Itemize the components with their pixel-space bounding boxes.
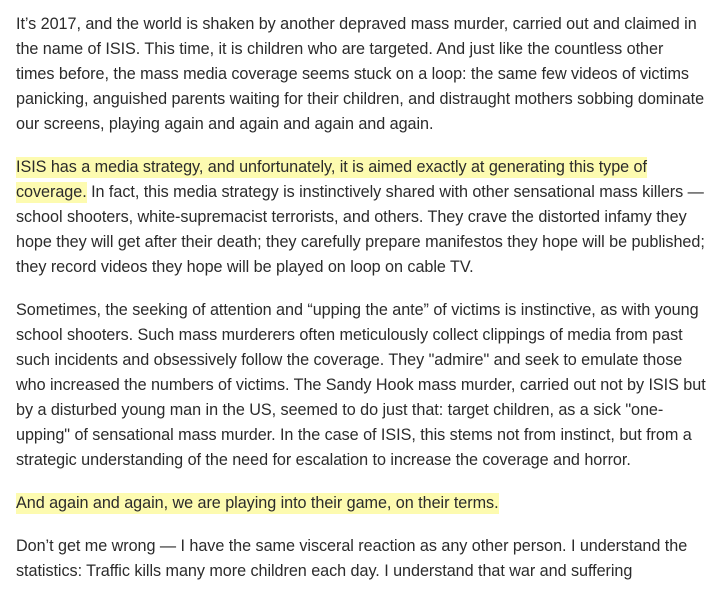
paragraph-2 [16,155,706,280]
paragraph-1-text: It’s 2017, and the world is shaken by another depraved mass murder, carried out and claimed in the name of ISIS. This time, it is children who are targeted. And just like the countless other times before, the mass media coverage seems stuck on a loop: the same few videos of victims panicking, anguished parents waiting for their children, and distraught mothers sobbing dominate our screens, playing again and again and again and again. [16,15,705,133]
paragraph-3-text: Sometimes, the seeking of attention and “upping the ante” of victims is instinctive, as with young school shooters. Such mass murderers often meticulously collect clippings of media from past such incidents and obsessively follow the coverage. They "admire" and seek to emulate those who increased the numbers of victims. The Sandy Hook mass murder, carried out not by ISIS but by a disturbed young man in the US, seemed to do just that: target children, as a sick "one-upping" of sensational mass murder. In the case of ISIS, this stems not from instinct, but from a strategic understanding of the need for escalation to increase the coverage and horror. [16,301,706,469]
paragraph-4 [16,491,706,516]
paragraph-3 [16,298,706,473]
highlighted-quote-1[interactable]: ISIS has a media strategy, and unfortunately, it is aimed exactly at generating this type of coverage. [16,158,647,201]
paragraph-5 [16,534,706,584]
article-body [16,0,706,602]
paragraph-1 [16,12,706,137]
paragraph-2-text: In fact, this media strategy is instinctively shared with other sensational mass killers — school shooters, white-supremacist terrorists, and others. They crave the distorted infamy they hope they will get after their death; they carefully prepare manifestos they hope will be published; they record videos they hope will be played on loop on cable TV. [16,183,705,276]
paragraph-5-text: Don’t get me wrong — I have the same visceral reaction as any other person. I understand the statistics: Traffic kills many more children each day. I understand that war and suffering [16,537,688,580]
highlighted-quote-2[interactable]: And again and again, we are playing into their game, on their terms. [16,494,499,512]
